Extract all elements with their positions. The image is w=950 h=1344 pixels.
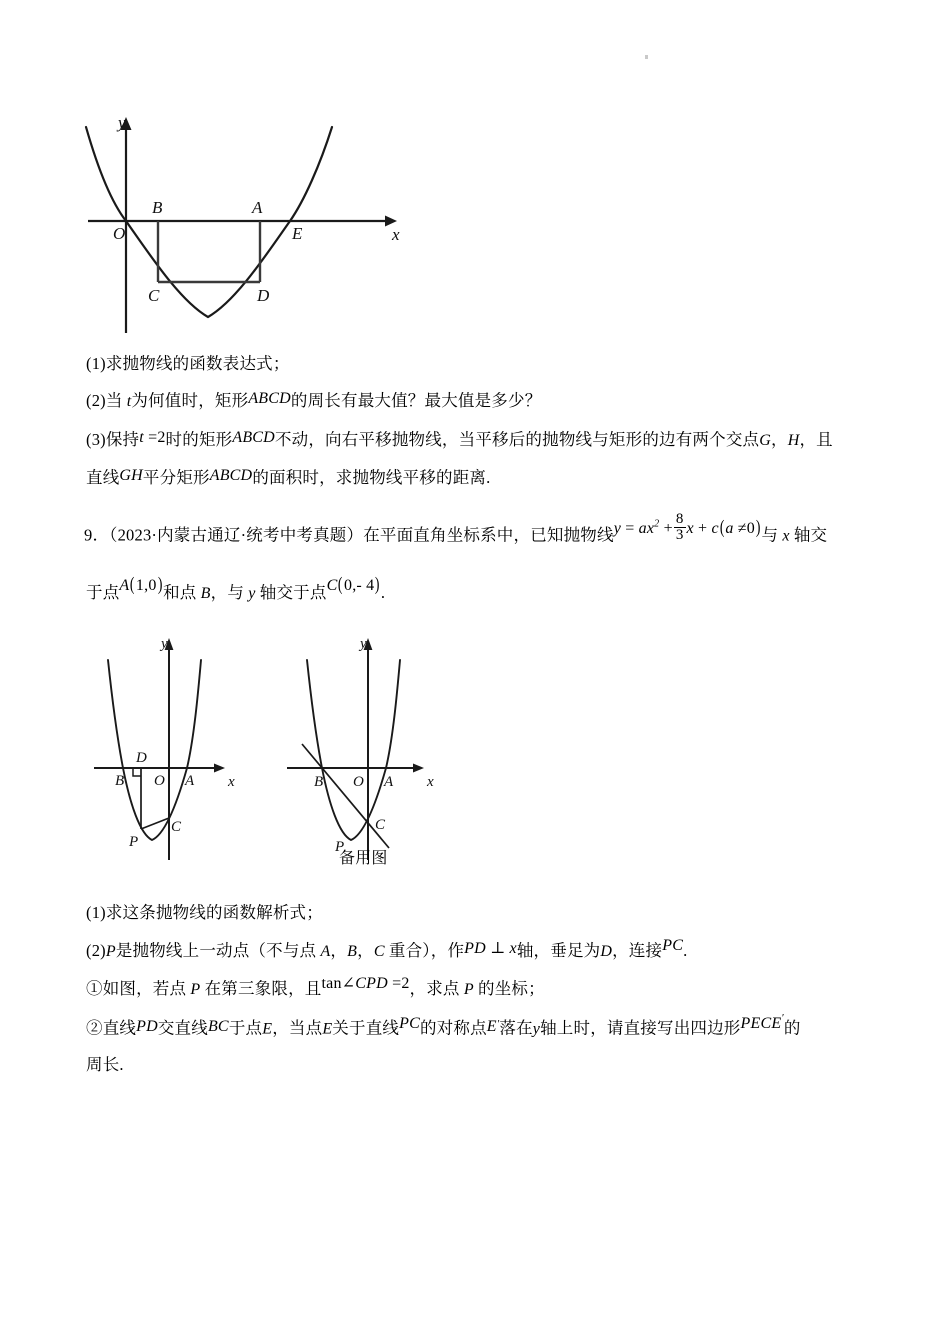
q9-equation: $y = ax^2$ + $\frac{8}{3}$ x + c(a ≠0): [613, 511, 761, 544]
angle-icon: ∠: [341, 975, 356, 992]
q9-part1-marker: (1): [86, 903, 106, 922]
q8-part3-seg1: 保持: [105, 430, 140, 449]
svg-text:D: D: [136, 750, 147, 766]
svg-text:y: y: [161, 636, 168, 652]
svg-text:A: A: [384, 774, 394, 790]
svg-text:B: B: [115, 773, 125, 789]
q9-part2-c: C: [373, 943, 385, 960]
q9-part2: (2)P是抛物线上一动点（不与点 A，B，C 重合），作PD ⊥ x轴，垂足为D，连接PC.: [86, 937, 688, 960]
q9-part2a-marker: ①: [86, 979, 103, 998]
q9-part2b-e: E: [262, 1020, 273, 1038]
q9-part2b-pd: PD: [136, 1017, 158, 1035]
svg-text:O: O: [113, 224, 126, 243]
q8-part3-eq-rel: =: [148, 429, 158, 446]
svg-text:O: O: [154, 773, 165, 789]
q9-part2a-seg2: 在第三象限，且: [204, 979, 322, 998]
q8-part1-text: 求抛物线的函数表达式；: [105, 354, 290, 373]
q8-part1: [86, 356, 290, 373]
q9-part2-a: A: [320, 943, 331, 960]
q9-part2-perp-icon: ⊥: [490, 940, 506, 957]
q9-line2-period: .: [380, 583, 386, 602]
q9-stem-line2: [86, 574, 386, 602]
q9-point-a: A(1,0): [119, 574, 163, 595]
figure-spare-caption: 备用图: [339, 850, 388, 867]
svg-text:x: x: [392, 225, 400, 244]
q9-part2-p: P: [105, 943, 116, 960]
svg-text:A: A: [185, 773, 195, 789]
svg-text:y: y: [118, 113, 126, 132]
q9-part2b-y: y: [532, 1020, 541, 1038]
q8-part3-point-g: G: [759, 432, 772, 449]
q8-part3-line2-seg2: 平分矩形: [142, 468, 210, 487]
figure-parabola-rectangle-abcd: [80, 105, 420, 335]
q9-part2b-pc: PC: [399, 1014, 420, 1032]
q9-part2b-e-prime: E: [486, 1017, 497, 1035]
q9-part2b-seg2: 交直线: [157, 1018, 208, 1038]
q8-part3-comma: ，: [771, 430, 788, 449]
q9-part2b-seg4: ，当点: [272, 1018, 323, 1038]
q8-part3-rect: ABCD: [232, 429, 275, 446]
q8-part3-eq-val: 2: [157, 429, 166, 446]
q8-part3-line1: [86, 429, 833, 449]
q8-part2-marker: (2): [86, 391, 106, 410]
q9-part2-sub1: [86, 975, 545, 998]
q9-point-c: C(0,- 4): [326, 574, 380, 595]
svg-text:P: P: [335, 839, 345, 855]
q8-part3-line2: [86, 467, 491, 487]
q9-part2-marker: (2): [86, 941, 106, 960]
q8-part3-line2-seg1: 直线: [86, 468, 120, 487]
q8-part2-seg2: 为何值时，矩形: [131, 391, 249, 410]
svg-text:C: C: [171, 819, 182, 835]
q9-part2b-seg1: 直线: [102, 1018, 137, 1038]
q9-part2b-seg7: 落在: [499, 1018, 533, 1038]
q9-part2b-marker: ②: [86, 1018, 103, 1038]
q8-part3-seg2: 时的矩形: [165, 430, 233, 449]
svg-text:C: C: [148, 286, 160, 305]
q9-line2-seg2: 和点: [163, 583, 197, 602]
q9-stem-x: x: [782, 527, 790, 545]
q9-part1-text: 求这条抛物线的函数解析式；: [105, 903, 323, 922]
q8-part3-eq-t: t: [139, 429, 144, 446]
svg-text:O: O: [353, 774, 364, 790]
q9-part2b-bc: BC: [207, 1017, 229, 1035]
q9-part2-sub2-line1: ②直线PD交直线BC于点E，当点E关于直线PC的对称点E′落在y轴上时，请直接写出四边形PECE′的: [86, 1012, 801, 1038]
q8-part2: [86, 390, 542, 410]
q9-part2-seg4: ，连接: [612, 941, 663, 960]
q9-part2a-p: P: [190, 981, 201, 998]
q9-stem3: 轴交: [793, 525, 828, 545]
q9-line2-y: y: [248, 585, 256, 602]
q9-part2-pc: PC: [662, 937, 684, 954]
svg-text:B: B: [314, 774, 324, 790]
q8-part2-rect: ABCD: [248, 390, 291, 407]
q9-source: （2023·内蒙古通辽·统考中考真题）: [109, 525, 364, 545]
q8-part2-seg3: 的周长有最大值？最大值是多少？: [290, 391, 542, 410]
svg-text:B: B: [152, 198, 163, 217]
q9-part2-d: D: [600, 943, 613, 960]
q9-line2-seg1: 于点: [86, 583, 120, 602]
q9-part2b-e2: E: [322, 1020, 333, 1038]
q8-part3-marker: (3): [86, 430, 106, 449]
q9-part1: [86, 905, 323, 922]
q8-part3-seg3: 不动，向右平移抛物线，当平移后的抛物线与矩形的边有两个交点: [274, 430, 760, 449]
q9-stem1: 在平面直角坐标系中，已知抛物线: [363, 525, 614, 545]
svg-text:P: P: [129, 834, 139, 850]
q9-part2b-seg5: 关于直线: [332, 1018, 400, 1038]
q8-part3-line-gh: GH: [119, 467, 143, 484]
q8-part2-seg1: 当: [105, 391, 123, 410]
q9-fraction-8-over-3: $\frac{8}{3}$: [675, 511, 684, 544]
q9-part2a-seg1: 如图，若点: [102, 979, 187, 998]
q8-part3-line2-rect: ABCD: [209, 467, 253, 484]
figure-spare-parabola-line-bc: [285, 628, 505, 876]
q9-part2a-p2: P: [463, 981, 474, 998]
q9-stem2: 与: [761, 525, 779, 545]
q8-part3-seg4: ，且: [799, 430, 833, 449]
q8-part3-line2-seg3: 的面积时，求抛物线平移的距离.: [252, 468, 491, 487]
q9-stem-line1: [84, 511, 828, 553]
q9-number: 9．: [84, 525, 110, 545]
svg-text:D: D: [257, 286, 270, 305]
q9-part2-x: x: [509, 940, 517, 957]
q9-part2-seg2: 重合），作: [388, 941, 465, 960]
q8-part3-point-h: H: [787, 432, 800, 449]
q9-point-b: B: [200, 585, 211, 602]
q9-part2a-tan-expr: tan∠CPD =2: [321, 975, 410, 992]
svg-text:A: A: [252, 198, 263, 217]
q9-part2b-seg3: 于点: [228, 1018, 263, 1038]
q9-part2-seg3: 轴，垂足为: [516, 941, 601, 960]
svg-text:x: x: [427, 774, 434, 790]
q9-part2-b: B: [347, 943, 358, 960]
q9-part2-pd: PD: [464, 940, 486, 957]
svg-text:y: y: [360, 636, 367, 652]
q9-part2b-seg6: 的对称点: [419, 1018, 487, 1038]
svg-text:C: C: [375, 817, 386, 833]
q9-part2b-seg9: 的: [783, 1018, 801, 1038]
q9-part2b-seg8: 轴上时，请直接写出四边形: [540, 1018, 741, 1038]
svg-text:x: x: [228, 774, 235, 790]
q9-part2a-seg4: 的坐标；: [478, 979, 545, 998]
q9-line2-seg4: 轴交于点: [259, 583, 327, 602]
q9-part2-sub2-line2: 周长.: [86, 1055, 124, 1074]
q9-part2a-seg3: ，求点: [409, 979, 460, 998]
page-speck: [645, 55, 648, 59]
svg-text:E: E: [292, 224, 303, 243]
q8-part2-var-t: t: [126, 393, 132, 410]
q9-part2b-pece: PECE: [740, 1014, 782, 1032]
q9-part2-seg1: 是抛物线上一动点（不与点: [115, 941, 317, 960]
q9-line2-seg3: ，与: [210, 583, 245, 602]
q8-part1-marker: (1): [86, 354, 106, 373]
